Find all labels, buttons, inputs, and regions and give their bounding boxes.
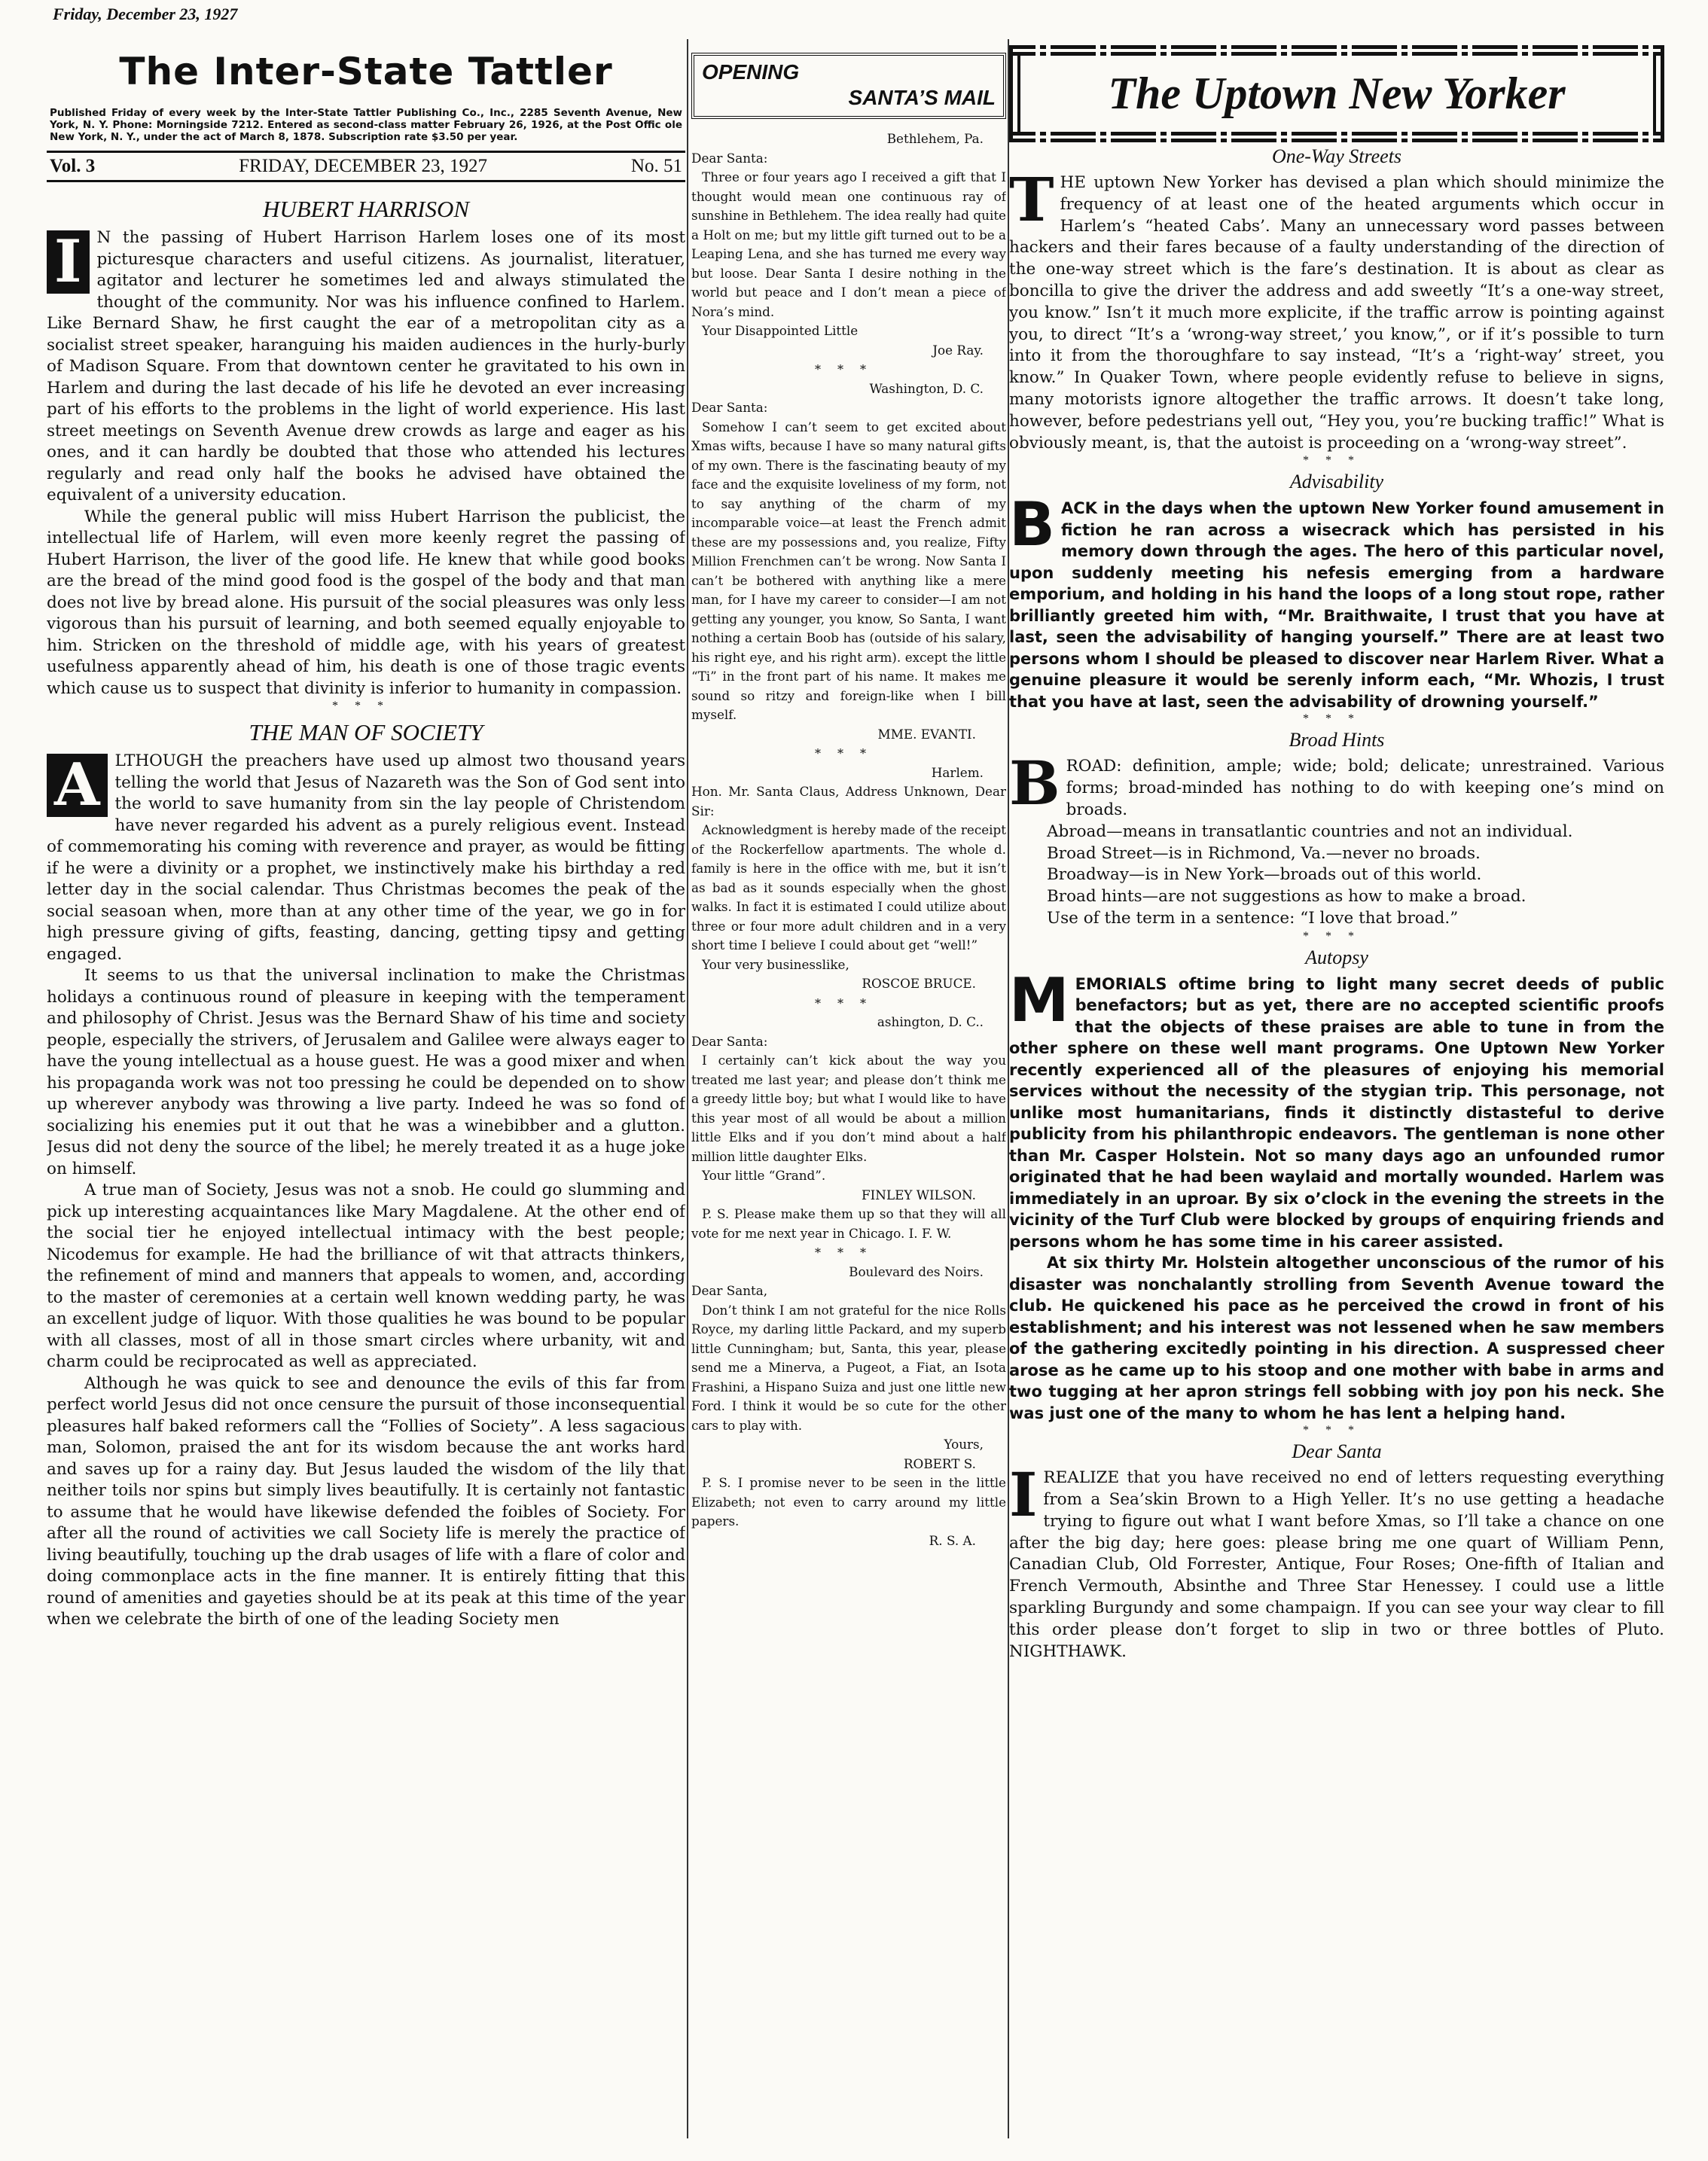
- column-title: The Uptown New Yorker: [1017, 56, 1656, 132]
- right-column: [1009, 39, 1664, 2146]
- paragraph: HE uptown New Yorker has devised a plan which should minimize the frequency of at least one of the heated arguments which occur in Harlem’s “heated Cabs’. Many an unnecessary word passes between hackers and their fares because of a faulty understanding of the direction of the one-way street which is the fare’s destination. It is about as clear as boncilla to give the driver the address and add sweetly “It’s a one-way street, you know.” Isn’t it much more explicite, if the traffic arrow is pointing against you, to direct “It’s a ‘wrong-way street,’ you know,”, or if it’s possible to turn into it from the thoroughfare to say instead, “It’s a ‘right-way’ street, you know.” In Quaker Town, where people evidently refuse to believe in signs, many motorists ignore altogether the traffic arrows. It doesn’t take long, however, before pedestrians yell out, “Hey you, you’re bucking traffic!” What is obviously meant, is, that the autoist is proceeding on a ‘wrong-way street”.: [1009, 173, 1664, 453]
- drop-cap: A: [47, 754, 108, 817]
- drop-cap: M: [1009, 965, 1069, 1035]
- letter: [691, 1263, 1006, 1551]
- letters: [691, 130, 1006, 1550]
- section-divider: ***: [815, 362, 883, 376]
- drop-cap: I: [1009, 1459, 1038, 1531]
- paragraph: EMORIALS oftime bring to light many secret deeds of public benefactors; but as yet, there are no accepted scientific proofs that the objects of these praises are able to tune in from the other sphere on these well mant programs. One Uptown New Yorker recently experienced all of the pleasures of enjoying his memorial services without the necessity of the stygian trip. This personage, not unlike most humanitarians, finds it distinctly distasteful to derive publicity from his philanthropic endeavors. The gentleman is none other than Mr. Casper Holstein. Not so many days ago an unfounded rumor originated that he had been waylaid and mortally wounded. Harlem was immediately in an uproar. By six o’clock in the evening the streets in the vicinity of the Turf Club were blocked by groups of enquiring friends and persons whom he has some time in his career assisted.: [1009, 974, 1664, 1251]
- section-one-way-streets: [1009, 164, 1664, 454]
- section-divider: ***: [815, 1245, 883, 1260]
- paragraph: A true man of Society, Jesus was not a snob. He could go slumming and pick up interesting acquaintances like Mary Magdalene. At the other end of the social tier he enjoyed intellectual intimacy with the best people; Nicodemus for example. He had the brilliance of wit that attracts thinkers, the refinement of mind and manners that appeals to women, and, according to the master of ceremonies at a certain well known wedding party, he was an excellent judge of liquor. With those qualities he was bound to be popular with all classes, most of all in those smart circles where urbanity, wit and charm could be reciprocated as well as appreciated.: [47, 1181, 685, 1371]
- paragraph: Abroad—means in transatlantic countries and not an individual.: [1047, 821, 1573, 841]
- letter-greeting: Dear Santa:: [691, 400, 768, 415]
- volume-number: Vol. 3: [50, 156, 96, 176]
- paragraph: It seems to us that the universal inclination to make the Christmas holidays a continuous round of pleasure in keeping with the temperament and philosophy of Christ. Jesus was the Bernard Shaw of his time and society people, especially the strivers, of Jerusalem and Galilee were always eager to have the young intellectual as a house guest. He was a good mixer and when his propaganda work was not too pressing he could be depended on to show up wherever anybody was throwing a live party. Indeed he was so fond of socializing his enemies put it out that he was a winebibber and a glutton. Jesus did not deny the source of the libel; he merely treated it as a huge joke on himself.: [47, 966, 685, 1178]
- section-heading: Advisability: [1289, 471, 1384, 493]
- letter-greeting: Dear Santa:: [691, 1033, 768, 1049]
- letter-signature: ROSCOE BRUCE.: [862, 976, 976, 991]
- paragraph: Although he was quick to see and denounce the evils of this far from perfect world Jesus did not once censure the pursuit of those inconsequential pleasures half baked reformers call the “Follies of Society”. A less sagacious man, Solomon, praised the ant for its wisdom because the ant works hard and saves up for a rainy day. But Jesus lauded the wisdom of the lily that neither toils nor spins but simply lives beautifully. It is certainly not fantastic to assume that he would have likewise defended the foibles of Society. For after all the round of activities we call Society life is merely the practice of living beautifully, touching up the drab usages of life with a flare of color and doing commonplace acts in the fine manner. It is entirely fitting that this round of amenities and gayeties should be at its peak at this time of the year when we celebrate the birth of one of the leading Society men: [47, 1373, 685, 1629]
- section-divider: ***: [1303, 712, 1371, 726]
- paragraph: While the general public will miss Hubert Harrison the publicist, the intellectual life of Harlem, will even more keenly regret the passing of Hubert Harrison, the liver of the good life. He knew that while good books are the bread of the mind good food is the gospel of the body and that man does not live by bread alone. His pursuit of the social pleasures was only less vigorous than his pursuit of learning, and both seemed equally enjoyable to him. Stricken on the threshold of middle age, with his years of greatest usefulness apparently ahead of him, his death is one of those tragic events which cause us to suspect that divinity is inferior to humanity in compassion.: [47, 507, 685, 698]
- letter-greeting: Dear Santa,: [691, 1283, 768, 1298]
- letter: [691, 1013, 1006, 1243]
- letter-postscript: P. S. I promise never to be seen in the little Elizabeth; not even to carry around my little papers.: [691, 1475, 1006, 1529]
- section-divider: ***: [1303, 454, 1371, 468]
- section-heading: Broad Hints: [1289, 729, 1385, 751]
- section-advisability: [1009, 489, 1664, 712]
- letter-postscript: P. S. Please make them up so that they will all vote for me next year in Chicago. I. F. W.: [691, 1206, 1006, 1241]
- letter-place: ashington, D. C..: [877, 1014, 984, 1029]
- letter-body: Acknowledgment is hereby made of the receipt of the Rockerfellow apartments. The whole d. family is here in the office with me, but it isn’t as bad as it sounds especially when the ghost walks. In fact it is estimated I could utilize about three or four more adult children and in a very short time I believe I could about get “well!”: [691, 822, 1006, 952]
- paragraph: ROAD: definition, ample; wide; bold; delicate; unrestrained. Various forms; broad-minded has nothing to do with keeping one’s mind on broads.: [1066, 757, 1664, 819]
- section-dear-santa: [1009, 1459, 1664, 1663]
- paragraph: N the passing of Hubert Harrison Harlem loses one of its most picturesque characters and useful citizens. As journalist, literatuer, agitator and lecturer he sometimes led and always stimulated the thought of the community. Nor was his influence confined to Harlem. Like Bernard Shaw, he first caught the ear of a metropolitan city as a socialist street speaker, haranguing his maiden audiences in the hurly-burly of Madison Square. From that downtown center he gravitated to his own in Harlem and during the last decade of his life he devoted an ever increasing part of his efforts to the problems in the light of world experience. His last street meetings on Seventh Avenue drew crowds as large and eager as his ones, and it can hardly be doubted that those who attended his lectures regularly and read only half the books he advised have obtained the equivalent of a university education.: [47, 228, 685, 504]
- letter-signature: MME. EVANTI.: [877, 726, 976, 742]
- letter: [691, 379, 1006, 745]
- letter-signature: ROBERT S.: [903, 1455, 976, 1471]
- section-divider: ***: [815, 746, 883, 760]
- paragraph: REALIZE that you have received no end of letters requesting everything from a Sea’skin Brown to a High Yeller. It’s no use getting a headache trying to figure out what I want before Xmas, so I’ll take a chance on one after the big day; here goes: please bring me one quart of William Penn, Canadian Club, Old Forrester, Antique, Four Roses; One-fifth of Italian and French Vermouth, Absinthe and Three Star Henessey. I could use a little sparkling Burgundy and some champaign. If you can see your way clear to fill this order please don’t forget to slip in two or three bottles of Pluto. NIGHTHAWK.: [1009, 1468, 1664, 1661]
- ornamental-border: [1013, 45, 1661, 56]
- letter-place: Bethlehem, Pa.: [886, 131, 984, 146]
- letter-place: Harlem.: [931, 764, 984, 780]
- letter-closing: Your little “Grand”.: [702, 1168, 826, 1183]
- drop-cap: I: [47, 230, 90, 294]
- middle-column: [691, 39, 1006, 2146]
- publication-info: Published Friday of every week by the Inter-State Tattler Publishing Co., Inc., 2285 Seventh Avenue, New York, N. Y. Phone: Morningside 7212. Entered as second-class matter February 26, 1926, at the Post Offic ole New York, N. Y., under the act of March 8, 1878. Subscription rate $3.50 per year.: [50, 107, 682, 143]
- section-divider: ***: [815, 995, 883, 1010]
- letter-signature: FINLEY WILSON.: [862, 1187, 976, 1202]
- letter: [691, 764, 1006, 994]
- letter-place: Washington, D. C.: [869, 380, 984, 396]
- letter-body: Three or four years ago I received a gift that I thought would mean one continuous ray of sunshine in Bethlehem. The idea really had quite a Holt on me; but my little gift turned out to be a Leaping Lena, and she has turned me every way but loose. Dear Santa I desire nothing in the world but peace and I don’t mean a piece of Nora’s mind.: [691, 169, 1006, 319]
- letter: [691, 130, 1006, 360]
- drop-cap: T: [1009, 164, 1054, 235]
- page-date-line: Friday, December 23, 1927: [53, 5, 238, 23]
- article-society: [47, 751, 685, 1631]
- ornamental-border: [1013, 132, 1661, 142]
- paragraph: LTHOUGH the preachers have used up almost two thousand years telling the world that Jesus of Nazareth was the Son of God sent into the world to save humanity from sin the lay people of Christendom have never regarded his advent as a purely religious event. Instead of commemorating his coming with reverence and prayer, as would be fitting if he were a divinity or a prophet, we instinctively make his birthday a red letter day in the social calendar. Thus Christmas becomes the peak of the social seasoan when, more than at any other time of the year, we go in for high pressure giving of gifts, feasting, dancing, getting tipsy and getting engaged.: [47, 751, 685, 964]
- section-autopsy: [1009, 965, 1664, 1425]
- paragraph: Broadway—is in New York—broads out of this world.: [1047, 865, 1482, 885]
- left-column: [47, 39, 685, 2146]
- letter-greeting: Dear Santa:: [691, 150, 768, 166]
- letter-postscript-signature: R. S. A.: [929, 1532, 976, 1548]
- paragraph: ACK in the days when the uptown New Yorker found amusement in fiction he ran across a wisecrack which has persisted in his memory down through the ages. The hero of this particular novel, upon suddenly meeting his nefesis emerging from a hardware emporium, and holding in his hand the loops of a long stout rope, rather brilliantly greeted him with, “Mr. Braithwaite, I trust that you have at last, seen the advisability of hanging yourself.” There are at least two persons whom I should be pleased to discover near Harlem River. What a genuine pleasure it would be serenly inform each, “Mr. Whozis, I trust that you have at last, seen the advisability of drowning yourself.”: [1009, 499, 1664, 711]
- letter-place: Boulevard des Noirs.: [849, 1263, 984, 1279]
- issue-number: No. 51: [630, 156, 682, 176]
- section-divider: ***: [332, 700, 400, 712]
- box-line-2: SANTA’S MAIL: [848, 86, 996, 109]
- letter-closing: Your Disappointed Little: [702, 323, 859, 338]
- section-divider: ***: [1303, 1424, 1371, 1437]
- letter-closing: Your very businesslike,: [702, 956, 849, 972]
- column-rule: [687, 39, 688, 2138]
- article-harrison: [47, 227, 685, 700]
- issue-date: FRIDAY, DECEMBER 23, 1927: [239, 156, 488, 176]
- box-line-1: OPENING: [702, 60, 800, 84]
- letter-body: I certainly can’t kick about the way you treated me last year; and please don’t think me a greedy little boy; but what I would like to have this year most of all would be about a million little Elks and if you don’t mind about a half million little daughter Elks.: [691, 1053, 1006, 1164]
- letter-body: Somehow I can’t seem to get excited about Xmas wifts, because I have so many natural gifts of my own. There is the fascinating beauty of my face and the exquisite loveliness of my form, not to say anything of the charm of my incomparable voice—at least the French admit these are my possessions and, you realize, Fifty Million Frenchmen can’t be wrong. Now Santa I can’t be bothered with anything like a mere man, for I have my career to consider—I am not getting any younger, you know, So Santa, I want nothing a certain Boob has (outside of his salary, his right eye, and his right arm). except the little “Ti” in the front part of his name. It makes me sound so ritzy and foreign-like when I bill myself.: [691, 419, 1006, 722]
- drop-cap: B: [1009, 489, 1055, 560]
- santas-mail-heading-box: [691, 53, 1006, 119]
- uptown-title-frame: [1009, 45, 1664, 142]
- article-title-harrison: HUBERT HARRISON: [262, 196, 470, 222]
- paragraph: Broad hints—are not suggestions as how to make a broad.: [1047, 887, 1527, 907]
- section-heading: One-Way Streets: [1271, 145, 1402, 167]
- volume-line: [47, 151, 685, 182]
- section-heading: Dear Santa: [1292, 1440, 1382, 1463]
- paragraph: Broad Street—is in Richmond, Va.—never no broads.: [1047, 843, 1481, 863]
- masthead: The Inter-State Tattler: [119, 50, 613, 93]
- article-title-society: THE MAN OF SOCIETY: [249, 719, 483, 745]
- letter-body: Don’t think I am not grateful for the nice Rolls Royce, my darling little Packard, and my superb little Cunningham; but, Santa, this year, please send me a Minerva, a Pugeot, a Fiat, an Isota Frashini, a Hispano Suiza and just one little new Ford. I think it would be so cute for the other cars to play with.: [691, 1302, 1006, 1433]
- section-broad-hints: [1009, 748, 1664, 929]
- drop-cap: B: [1009, 748, 1060, 819]
- letter-closing: Yours,: [944, 1437, 984, 1452]
- paragraph: At six thirty Mr. Holstein altogether unconscious of the rumor of his disaster was nonchalantly strolling from Seventh Avenue toward the club. He quickened his pace as he perceived the crowd in front of his establishment; and his interest was not lessened when he saw members of the gathering excitedly pointing in his direction. A suspressed cheer arose as he came up to his stoop and one mother with babe in arms and two tugging at her apron strings fell sobbing with joy pon his neck. She was just one of the many to whom he has lent a helping hand.: [1009, 1254, 1664, 1422]
- section-divider: ***: [1303, 929, 1371, 943]
- letter-signature: Joe Ray.: [932, 342, 984, 358]
- letter-greeting: Hon. Mr. Santa Claus, Address Unknown, Dear Sir:: [691, 784, 1006, 818]
- section-heading: Autopsy: [1305, 946, 1368, 968]
- paragraph: Use of the term in a sentence: “I love that broad.”: [1047, 908, 1459, 928]
